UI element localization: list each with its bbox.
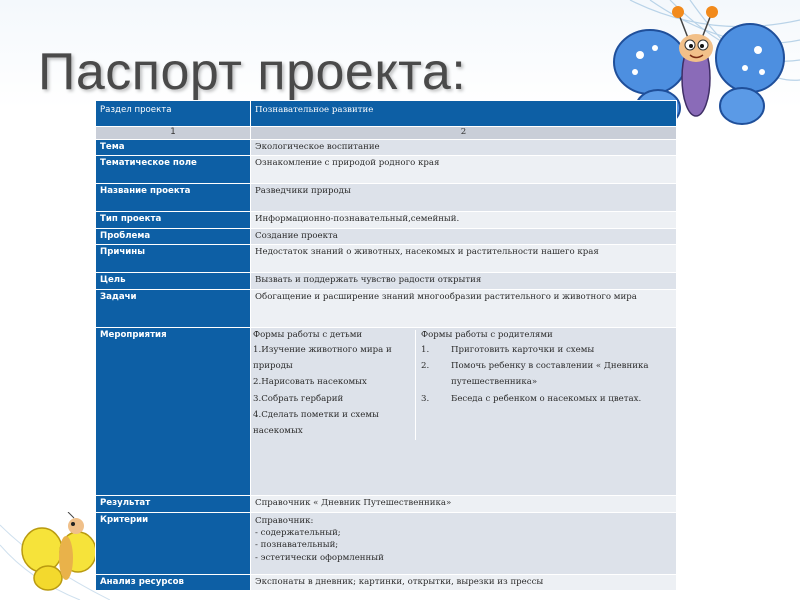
row-value: Обогащение и расширение знаний многообразии растительного и животного мира (251, 289, 677, 327)
result-value: Справочник « Дневник Путешественника» (251, 495, 677, 512)
column-number-1: 1 (96, 127, 251, 140)
list-item: 1.Изучение животного мира и природы (253, 344, 392, 371)
list-text: Помочь ребенку в составлении « Дневника путешественника» (451, 360, 649, 388)
resources-row (96, 574, 677, 591)
column-number-2: 2 (251, 127, 677, 140)
row-label: Название проекта (96, 184, 251, 212)
table-row (96, 212, 677, 229)
row-label: Задачи (96, 289, 251, 327)
list-number: 3. (421, 393, 430, 404)
list-item: 3.Собрать гербарий (253, 393, 344, 404)
list-item (421, 342, 674, 358)
result-row (96, 495, 677, 512)
row-label: Цель (96, 273, 251, 290)
column-number-row (96, 127, 677, 140)
table-row (96, 184, 677, 212)
table-row (96, 245, 677, 273)
list-item: 4.Сделать пометки и схемы насекомых (253, 409, 379, 437)
criteria-cell (251, 512, 677, 574)
row-value: Вызвать и поддержать чувство радости открытия (251, 273, 677, 290)
activities-columns (251, 330, 676, 440)
list-text: Приготовить карточки и схемы (451, 344, 595, 355)
parents-work-title: Формы работы с родителями (421, 329, 553, 340)
criteria-label: Критерии (96, 512, 251, 574)
header-label-cell: Раздел проекта (96, 101, 251, 127)
table-row (96, 289, 677, 327)
criteria-line: - содержательный; (255, 528, 341, 539)
table-row (96, 156, 677, 184)
list-text: Беседа с ребенком о насекомых и цветах. (451, 393, 642, 404)
list-number: 2. (421, 360, 430, 371)
row-value: Информационно-познавательный,семейный. (251, 212, 677, 229)
row-value: Ознакомление с природой родного края (251, 156, 677, 184)
result-label: Результат (96, 495, 251, 512)
parents-work-list (421, 342, 674, 407)
row-label: Тип проекта (96, 212, 251, 229)
table-row (96, 139, 677, 156)
row-value: Разведчики природы (251, 184, 677, 212)
row-value: Создание проекта (251, 228, 677, 245)
list-item (421, 391, 674, 407)
row-label: Тема (96, 139, 251, 156)
resources-label: Анализ ресурсов (96, 574, 251, 591)
list-number: 1. (421, 344, 430, 355)
activities-label: Мероприятия (96, 327, 251, 495)
children-work-column (251, 330, 416, 440)
row-value: Экологическое воспитание (251, 139, 677, 156)
criteria-line: - познавательный; (255, 540, 339, 551)
criteria-line: Справочник: (255, 515, 314, 526)
row-value: Недостаток знаний о животных, насекомых и растительности нашего края (251, 245, 677, 273)
criteria-line: - эстетически оформленный (255, 552, 384, 563)
table-header-row (96, 101, 677, 127)
small-butterfly-illustration-icon (18, 512, 103, 597)
slide-title: Паспорт проекта: (38, 43, 467, 101)
criteria-row (96, 512, 677, 574)
row-label: Проблема (96, 228, 251, 245)
table-row (96, 273, 677, 290)
children-work-title: Формы работы с детьми (253, 329, 363, 340)
activities-cell (251, 327, 677, 495)
parents-work-column (416, 330, 676, 440)
resources-value: Экспонаты в дневник; картинки, открытки, вырезки из прессы (251, 574, 677, 591)
row-label: Тематическое поле (96, 156, 251, 184)
project-passport-table (95, 100, 677, 591)
list-item: 2.Нарисовать насекомых (253, 377, 367, 388)
activities-row (96, 327, 677, 495)
list-item (421, 358, 674, 391)
header-value-cell: Познавательное развитие (251, 101, 677, 127)
row-label: Причины (96, 245, 251, 273)
table-row (96, 228, 677, 245)
